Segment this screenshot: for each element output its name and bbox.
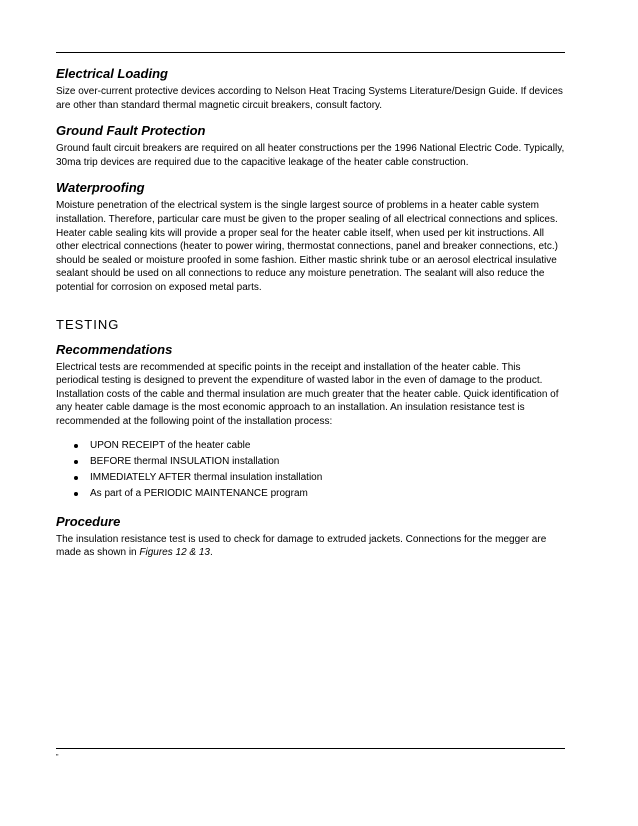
page-content xyxy=(56,64,565,560)
list-item: UPON RECEIPT of the heater cable xyxy=(72,438,565,454)
procedure-body: The insulation resistance test is used to check for damage to extruded jackets. Connections for the megger are made as shown in Figures 12 & 13. xyxy=(56,533,547,559)
footer-mark: " xyxy=(56,754,59,761)
ground-fault-body: Ground fault circuit breakers are required on all heater constructions per the 1996 National Electric Code. Typically, 30ma trip devices are required due to the capacitive leakage of the heater cable construction. xyxy=(56,143,565,168)
bullet-dot-icon xyxy=(74,460,78,464)
ground-fault-heading: Ground Fault Protection xyxy=(56,123,206,139)
waterproofing-body: Moisture penetration of the electrical system is the single largest source of problems in a heater cable system installation. Therefore, particular care must be given to the proper sealing of all electrical connections and splices. Heater cable sealing kits will provide a proper seal for the heater cable itself, when used per kit instructions. All other electrical connections (heater to power wiring, thermostat connections, panel and breaker connections, etc.) should be sealed or moisture proofed in some fashion. Either mastic shrink tube or an aerosol electrical insulative sealant should be used on all connections to reduce any moisture penetration. The sealant will also reduce the potential for corrosion on exposed metal parts. xyxy=(56,200,558,293)
list-item: IMMEDIATELY AFTER thermal insulation installation xyxy=(72,470,565,486)
recommendations-body: Electrical tests are recommended at specific points in the receipt and installation of the heater cable. This periodical testing is designed to prevent the expenditure of wasted labor in the even of damage to the product. Installation costs of the cable and thermal insulation are much greater that the heater cable. Quick identification of any heater cable damage is the most economic approach to an installation. An insulation resistance test is recommended at the following point of the installation process: xyxy=(56,361,559,427)
electrical-loading-body: Size over-current protective devices according to Nelson Heat Tracing Systems Literature/Design Guide. If devices are other than standard thermal magnetic circuit breakers, consult factory. xyxy=(56,86,563,111)
header-rule xyxy=(56,52,565,53)
footer-rule xyxy=(56,748,565,749)
list-item: As part of a PERIODIC MAINTENANCE program xyxy=(72,486,565,502)
procedure-heading: Procedure xyxy=(56,513,121,529)
testing-section-title: TESTING xyxy=(56,316,120,332)
electrical-loading-heading: Electrical Loading xyxy=(56,66,168,81)
bullet-dot-icon xyxy=(74,444,78,448)
bullet-dot-icon xyxy=(74,492,78,496)
recommendations-heading: Recommendations xyxy=(56,341,173,357)
bullet-dot-icon xyxy=(74,476,78,480)
figures-reference: Figures 12 & 13 xyxy=(139,547,210,559)
recommendations-bullet-list xyxy=(56,438,565,502)
list-item: BEFORE thermal INSULATION installation xyxy=(72,454,565,470)
waterproofing-heading: Waterproofing xyxy=(56,180,145,196)
